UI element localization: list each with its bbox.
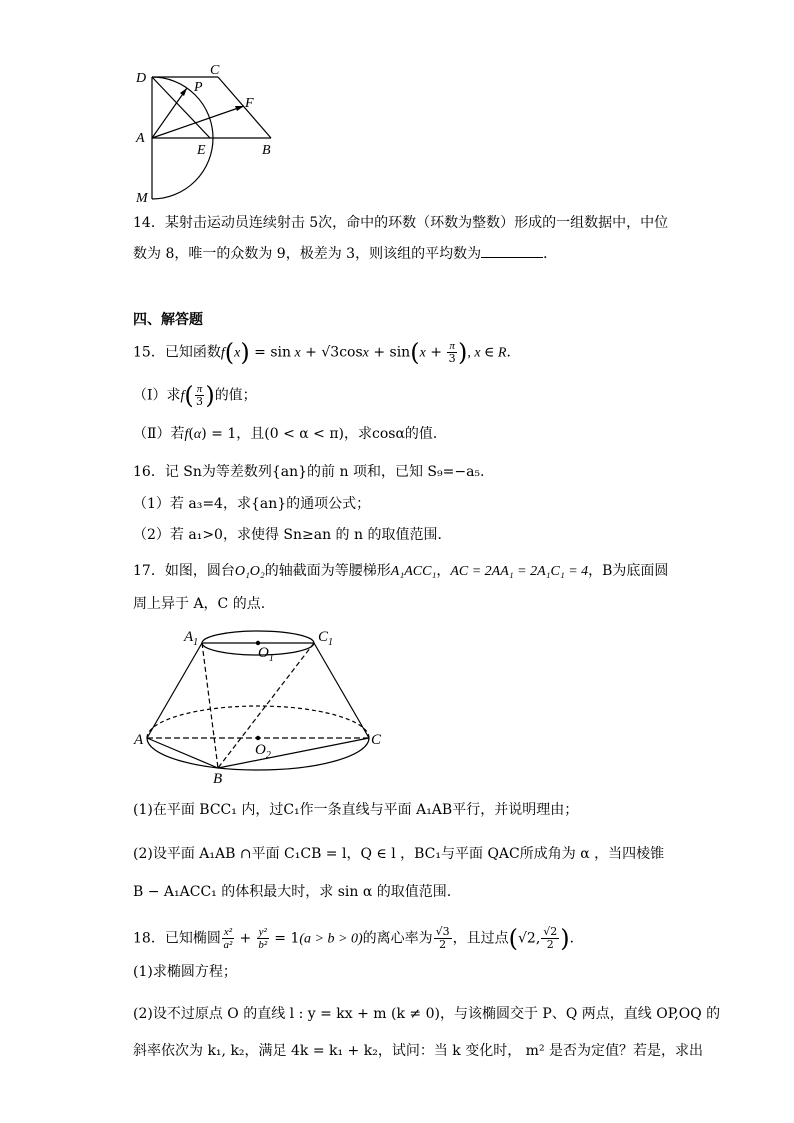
label-C: C [371,732,382,748]
q18-mid: 的离心率为 [362,930,433,947]
generatrix-right [314,643,369,738]
q14-line2 [133,244,557,264]
label-O1: $O_1$ [258,645,274,664]
label-P: P [194,80,203,95]
q15-plus: + [300,344,322,361]
q15-x: x [234,345,241,361]
q15-plus-sin: + sin [368,344,411,361]
q15-part1: （Ⅰ）求f( $\frac{\pi}{3}$ )的值； [133,381,257,410]
q18-cond: (a > b > 0) [299,931,363,947]
q15-p2-mid: = 1，且 [206,426,265,442]
q17-l1b: 的轴截面为等腰梯形 [264,563,391,579]
q17-part1: (1)在平面 BCC₁ 内，过C₁作一条直线与平面 A₁AB平行，并说明理由； [133,802,579,818]
q18-end: ． [569,930,584,947]
geometry-figure-frustum [130,622,390,786]
q15-cos: cos [339,344,363,361]
q17-rel: AC = 2AA₁ = 2A₁C₁ = 4 [450,564,589,579]
bottom-circle-back [147,706,369,738]
segment-BC [218,738,369,768]
q18-frac-y2-b2: $\frac{\text{y²}}{\text{b²}}$ [258,926,268,951]
q17-part2-line1: (2)设平面 A₁AB ∩平面 C₁CB = l，Q ∈ l ，BC₁与平面 QAC所成角为 α ，当四棱锥 [133,846,665,862]
q16-line3: （2）若 a₁>0，求使得 Sn≥an 的 n 的取值范围． [133,527,452,543]
q15-p2-tail: ，求 [344,426,372,442]
q15-p2-end: 的值． [404,426,447,442]
q16-line1: 16．记 Sn为等差数列{an}的前 n 项和，已知 S₉=−a₅. [133,464,485,480]
q15-p2-f: f [184,427,189,442]
q15-sqrt3: √3 [321,344,340,361]
q17-part2-line2: B − A₁ACC₁ 的体积最大时，求 sin α 的取值范围. [133,884,452,900]
vector-AF [152,106,244,138]
q17-l1d: ，B为底面圆 [588,563,669,579]
q15-p1-f: f [180,388,185,404]
label-B: B [213,771,223,786]
q15-p2-cos: cosα [372,426,405,442]
label-E: E [197,143,206,158]
q18-part1: (1)求椭圆方程； [133,964,237,980]
geometry-figure-1 [130,62,280,204]
q15-tail: , x ∈ R [467,345,507,361]
q15-p1-lead: （Ⅰ）求 [133,387,181,404]
q15-p1-tail: 的值； [214,387,257,404]
q15-p2-alpha: α [193,427,202,442]
label-F: F [245,96,254,111]
q15-p2-cond: (0 < α < π) [264,426,344,442]
label-D: D [136,71,147,86]
q15-f: f [220,345,225,361]
q15-eq: = sin [249,344,291,361]
q17-l1a: 17．如图，圆台 [133,563,235,579]
q15-stem: 15．已知函数f(x) = sin x + √3cosx + sin(x + $\frac{\pi}{3}$ ), x ∈ R． [133,338,521,367]
q18-frac-x2-a2: $\frac{\text{x²}}{\text{a²}}$ [223,926,233,951]
q18-lead: 18．已知椭圆 [133,930,221,947]
q17-trap: A₁ACC₁ [390,564,437,579]
q18-part2-line2: 斜率依次为 k₁, k₂，满足 4k = k₁ + k₂，试问：当 k 变化时， m² 是否为定值？若是，求出 [133,1043,704,1059]
q14-line2-end: ． [543,246,558,262]
label-O2: $O_2$ [255,742,271,761]
label-C: C [210,63,220,78]
q14-line1: 14．某射击运动员连续射击 5次，命中的环数（环数为整数）形成的一组数据中，中位 [133,215,669,231]
point-O2 [256,736,260,740]
q18-mid2: ，且过点 [452,930,509,947]
q15-p1-frac: $\frac{\pi}{3}$ [196,383,204,408]
q18-frac-ecc: $\frac{√3}{2}$ [435,925,450,951]
label-A1: $A_1$ [184,629,199,648]
q15-part2: （Ⅱ）若f(α) = 1，且(0 < α < π)，求cosα的值． [133,426,447,442]
label-C1: $C_1$ [318,629,334,648]
label-B: B [262,143,271,158]
generatrix-left [147,643,202,738]
q18-frac-pt: $\frac{√2}{2}$ [543,925,558,951]
label-M: M [136,191,148,204]
q15-lead: 15．已知函数 [133,344,221,361]
q16-line2: （1）若 a₃=4，求{an}的通项公式； [133,496,371,512]
q15-end: ． [506,344,521,361]
q14-line2-text: 数为 8，唯一的众数为 9，极差为 3，则该组的平均数为 [133,246,482,262]
answer-blank [481,245,543,258]
section-heading: 四、解答题 [133,312,203,328]
q17-l1c: ， [436,563,451,579]
label-A: A [136,131,145,146]
label-A: A [134,732,144,748]
q15-p2-lead: （Ⅱ）若 [133,426,185,442]
q18-part2-line1: (2)设不过原点 O 的直线 l : y = kx + m (k ≠ 0)，与该椭圆交于 P、Q 两点，直线 OP,OQ 的 [133,1006,721,1022]
q18-stem: 18．已知椭圆 $\frac{\text{x²}}{\text{a²}}$ + $\frac{\text{y²}}{\text{b²}}$ = 1(a > b > 0)的离心率为 $\frac{√3}{2}$ ，且过点(√2, $\frac{√2}{2}$ )． [133,924,584,953]
q17-o1o2: O₁O₂ [234,564,265,579]
q18-pt-a: √2, [518,930,541,947]
arrowhead-F [235,106,244,111]
arrowhead-P [180,88,187,96]
segment-A1B-dashed [202,643,218,768]
q17-line1 [133,561,668,582]
q15-frac-pi-3: $\frac{\pi}{3}$ [448,340,456,365]
q18-eq-tail: = 1 [269,930,300,947]
q17-line2: 周上异于 A，C 的点. [133,596,266,612]
segment-AB [147,738,218,768]
